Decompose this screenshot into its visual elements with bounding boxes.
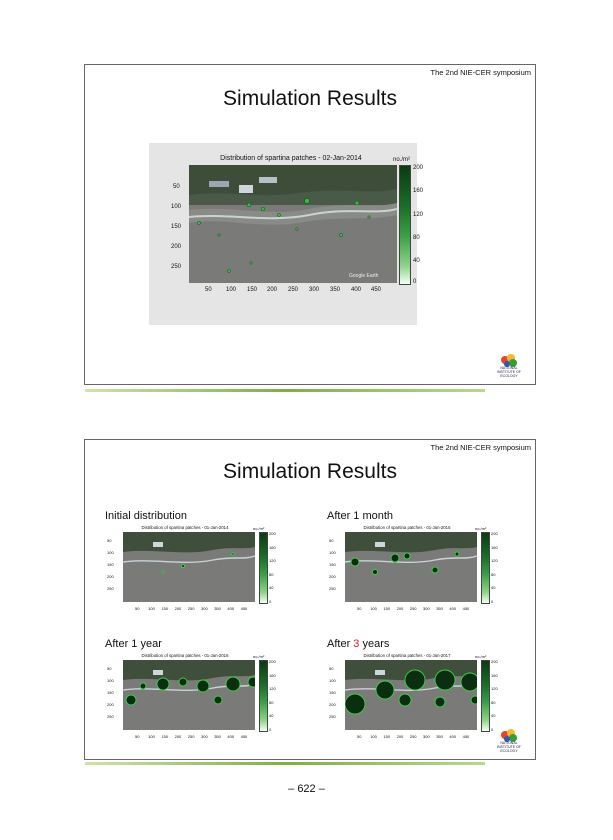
institute-logo bbox=[491, 350, 527, 378]
cb-tick: 80 bbox=[269, 699, 274, 705]
colorbar-unit: no./m² bbox=[475, 526, 487, 531]
x-tick: 100 bbox=[148, 606, 155, 611]
cb-tick: 200 bbox=[413, 165, 424, 171]
cb-tick: 200 bbox=[269, 531, 276, 536]
cb-tick: 0 bbox=[269, 726, 272, 732]
panel-label bbox=[327, 510, 393, 522]
y-tick: 150 bbox=[329, 690, 336, 695]
x-tick: 150 bbox=[383, 606, 391, 611]
cb-tick: 200 bbox=[491, 659, 498, 664]
x-tick: 350 bbox=[436, 734, 443, 739]
y-tick: 100 bbox=[329, 550, 336, 555]
y-tick: 100 bbox=[171, 204, 182, 210]
x-tick: 150 bbox=[161, 734, 169, 739]
spartina-patch bbox=[140, 683, 146, 689]
spartina-patch bbox=[391, 554, 399, 562]
slide-title: Simulation Results bbox=[223, 87, 397, 110]
satellite-map bbox=[189, 165, 397, 283]
y-tick: 50 bbox=[329, 538, 334, 543]
map-title: Distribution of spartina patches - 01-Jan-2014 bbox=[141, 525, 229, 530]
colorbar bbox=[259, 532, 268, 604]
x-tick: 50 bbox=[357, 606, 362, 611]
y-tick: 50 bbox=[173, 184, 180, 190]
cb-tick: 120 bbox=[413, 212, 424, 218]
page-number: – 622 – bbox=[288, 783, 325, 795]
footer-line bbox=[85, 389, 485, 392]
y-tick: 100 bbox=[329, 678, 336, 683]
x-tick: 50 bbox=[135, 606, 140, 611]
x-tick: 100 bbox=[226, 287, 237, 293]
x-tick: 200 bbox=[396, 734, 404, 739]
cb-tick: 0 bbox=[491, 726, 494, 732]
spartina-patch bbox=[248, 677, 255, 687]
x-tick: 400 bbox=[351, 287, 362, 293]
cb-tick: 160 bbox=[269, 672, 276, 678]
spartina-patch bbox=[461, 673, 477, 691]
spartina-patch bbox=[162, 571, 164, 573]
footer-line bbox=[85, 762, 485, 765]
x-tick: 450 bbox=[462, 606, 470, 611]
slide-1 bbox=[84, 64, 536, 385]
logo-text: NATIONAL INSTITUTE OF ECOLOGY bbox=[497, 366, 521, 378]
cb-tick: 0 bbox=[269, 598, 272, 604]
spartina-patch bbox=[126, 695, 136, 705]
spartina-patch bbox=[376, 681, 394, 699]
x-tick: 150 bbox=[161, 606, 169, 611]
x-tick: 200 bbox=[396, 606, 404, 611]
cb-tick: 40 bbox=[269, 585, 274, 590]
panel-label-text: After 1 year bbox=[105, 638, 162, 650]
x-tick: 150 bbox=[383, 734, 391, 739]
slide-2 bbox=[84, 439, 536, 760]
map-title: Distribution of spartina patches - 01-Jan-2017 bbox=[363, 653, 451, 658]
cb-tick: 160 bbox=[413, 188, 424, 194]
x-tick: 250 bbox=[288, 287, 299, 293]
x-tick: 50 bbox=[135, 734, 140, 739]
y-tick: 50 bbox=[329, 666, 334, 671]
logo-text: NATIONAL INSTITUTE OF ECOLOGY bbox=[497, 741, 521, 753]
x-tick: 300 bbox=[423, 734, 430, 739]
cb-tick: 0 bbox=[413, 279, 417, 285]
spartina-patch bbox=[404, 553, 410, 559]
panel-label bbox=[105, 510, 187, 522]
cb-tick: 120 bbox=[491, 558, 498, 563]
spartina-patch bbox=[226, 677, 240, 691]
spartina-patch bbox=[471, 696, 477, 704]
symposium-label: The 2nd NIE-CER symposium bbox=[430, 68, 531, 77]
x-tick: 250 bbox=[409, 606, 417, 611]
cb-tick: 40 bbox=[491, 713, 496, 718]
cb-tick: 120 bbox=[269, 558, 276, 563]
x-tick: 450 bbox=[240, 606, 248, 611]
x-tick: 200 bbox=[174, 606, 182, 611]
cb-tick: 200 bbox=[269, 659, 276, 664]
panel-label-suffix: years bbox=[359, 638, 390, 650]
x-tick: 100 bbox=[370, 734, 377, 739]
y-tick: 200 bbox=[107, 702, 114, 707]
spartina-patch bbox=[179, 678, 187, 686]
x-tick: 200 bbox=[174, 734, 182, 739]
spartina-patch bbox=[399, 694, 411, 706]
x-tick: 300 bbox=[201, 734, 208, 739]
x-tick: 300 bbox=[201, 606, 208, 611]
y-tick: 50 bbox=[107, 666, 112, 671]
spartina-patch bbox=[405, 670, 425, 690]
x-tick: 300 bbox=[423, 606, 430, 611]
result-panel bbox=[101, 512, 291, 630]
x-tick: 50 bbox=[205, 287, 212, 293]
x-tick: 200 bbox=[267, 287, 278, 293]
spartina-patch bbox=[435, 697, 445, 707]
y-tick: 150 bbox=[107, 562, 114, 567]
spartina-patch bbox=[182, 565, 185, 568]
x-tick: 300 bbox=[309, 287, 320, 293]
x-tick: 350 bbox=[330, 287, 341, 293]
y-tick: 50 bbox=[107, 538, 112, 543]
colorbar bbox=[399, 165, 411, 285]
colorbar bbox=[481, 532, 490, 604]
spartina-patch bbox=[197, 680, 209, 692]
cb-tick: 80 bbox=[413, 235, 420, 241]
spartina-patch bbox=[373, 570, 378, 575]
x-tick: 250 bbox=[409, 734, 417, 739]
figure-panel bbox=[149, 143, 424, 325]
spartina-patch bbox=[214, 696, 222, 704]
panel-label-text: Initial distribution bbox=[105, 510, 187, 522]
y-tick: 250 bbox=[171, 264, 182, 270]
y-tick: 250 bbox=[107, 714, 114, 719]
y-tick: 150 bbox=[329, 562, 336, 567]
spartina-patch bbox=[345, 694, 365, 714]
panel-label-text: After 1 month bbox=[327, 510, 394, 522]
colorbar-unit: no./m² bbox=[475, 654, 487, 659]
x-tick: 350 bbox=[214, 606, 221, 611]
map-title: Distribution of spartina patches - 02-Jan-2014 bbox=[220, 155, 362, 162]
cb-tick: 80 bbox=[491, 699, 496, 705]
x-tick: 50 bbox=[357, 734, 362, 739]
cb-tick: 160 bbox=[491, 544, 498, 550]
cb-tick: 120 bbox=[269, 686, 276, 691]
spartina-patch bbox=[432, 567, 438, 573]
colorbar-unit: no./m² bbox=[253, 654, 265, 659]
y-tick: 150 bbox=[171, 224, 182, 230]
cb-tick: 0 bbox=[491, 598, 494, 604]
x-tick: 450 bbox=[462, 734, 470, 739]
x-tick: 400 bbox=[449, 734, 457, 739]
cb-tick: 160 bbox=[269, 544, 276, 550]
colorbar bbox=[481, 660, 490, 732]
y-tick: 200 bbox=[329, 574, 336, 579]
y-tick: 100 bbox=[107, 678, 114, 683]
cb-tick: 40 bbox=[491, 585, 496, 590]
x-tick: 100 bbox=[370, 606, 377, 611]
x-tick: 100 bbox=[148, 734, 155, 739]
x-tick: 250 bbox=[187, 734, 195, 739]
slide-title: Simulation Results bbox=[223, 460, 397, 483]
map-title: Distribution of spartina patches - 01-Jan-2016 bbox=[141, 653, 229, 658]
y-tick: 250 bbox=[329, 586, 336, 591]
colorbar bbox=[259, 660, 268, 732]
x-tick: 450 bbox=[371, 287, 382, 293]
y-tick: 100 bbox=[107, 550, 114, 555]
cb-tick: 80 bbox=[491, 571, 496, 577]
y-tick: 200 bbox=[107, 574, 114, 579]
satellite-map bbox=[345, 660, 477, 730]
cb-tick: 160 bbox=[491, 672, 498, 678]
cb-tick: 200 bbox=[491, 531, 498, 536]
x-tick: 150 bbox=[247, 287, 258, 293]
y-tick: 250 bbox=[107, 586, 114, 591]
map-watermark: Google Earth bbox=[349, 273, 379, 279]
x-tick: 400 bbox=[227, 734, 235, 739]
x-tick: 250 bbox=[187, 606, 195, 611]
colorbar-unit: no./m² bbox=[253, 526, 265, 531]
panel-label-highlight: 3 bbox=[353, 638, 360, 650]
x-tick: 350 bbox=[214, 734, 221, 739]
x-tick: 450 bbox=[240, 734, 248, 739]
y-tick: 250 bbox=[329, 714, 336, 719]
result-panel bbox=[101, 640, 291, 758]
cb-tick: 40 bbox=[413, 258, 420, 264]
panel-label bbox=[327, 638, 389, 650]
satellite-map bbox=[123, 532, 255, 602]
spartina-patch bbox=[435, 670, 455, 690]
cb-tick: 80 bbox=[269, 571, 274, 577]
institute-logo bbox=[491, 725, 527, 753]
result-panel bbox=[323, 640, 513, 758]
cb-tick: 40 bbox=[269, 713, 274, 718]
map-title: Distribution of spartina patches - 01-Jan-2015 bbox=[363, 525, 451, 530]
spartina-patch bbox=[232, 553, 234, 555]
panel-label bbox=[105, 638, 162, 650]
spartina-patch bbox=[157, 678, 169, 690]
colorbar-unit: no./m² bbox=[393, 157, 411, 163]
cb-tick: 120 bbox=[491, 686, 498, 691]
panel-label-text: After bbox=[327, 638, 354, 650]
spartina-patch bbox=[351, 558, 359, 566]
x-tick: 400 bbox=[449, 606, 457, 611]
satellite-map bbox=[345, 532, 477, 602]
y-tick: 200 bbox=[329, 702, 336, 707]
y-tick: 150 bbox=[107, 690, 114, 695]
x-tick: 350 bbox=[436, 606, 443, 611]
satellite-map bbox=[123, 660, 255, 730]
result-panel bbox=[323, 512, 513, 630]
spartina-patch bbox=[455, 552, 459, 556]
x-tick: 400 bbox=[227, 606, 235, 611]
y-tick: 200 bbox=[171, 244, 182, 250]
symposium-label: The 2nd NIE-CER symposium bbox=[430, 443, 531, 452]
